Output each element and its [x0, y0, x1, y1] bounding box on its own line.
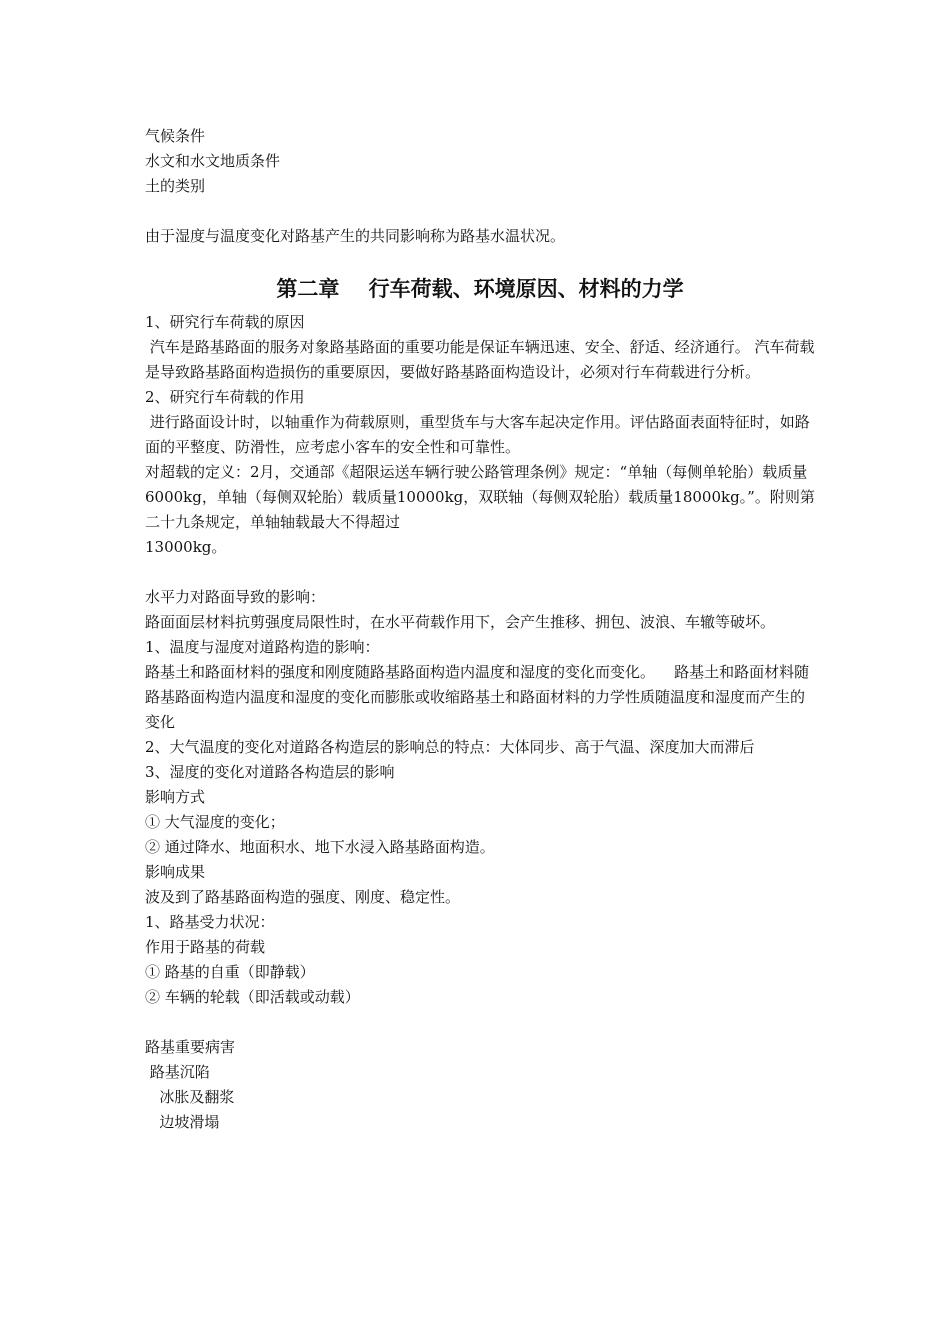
label-influence-result: 影响成果: [145, 863, 206, 881]
blank-line: [145, 560, 815, 585]
disease-item-slope-slide: 边坡滑塌: [145, 1113, 220, 1131]
condition-climate: 气候条件: [145, 127, 206, 145]
blank-line: [145, 199, 815, 224]
document-page: [145, 124, 815, 1135]
blank-line: [145, 1010, 815, 1035]
summary-paragraph: 由于湿度与温度变化对路基产生的共同影响称为路基水温状况。: [145, 227, 566, 245]
paragraph-overload-definition: 对超载的定义：2月，交通部《超限运送车辆行驶公路管理条例》规定：“单轴（每侧单轮胎）载质量6000kg，单轴（每侧双轮胎）载质量10000kg，双联轴（每侧双轮胎）载质量18000kg。”。附则第二十九条规定，单轴轴载最大不得超过: [145, 463, 815, 531]
condition-hydrology: 水文和水文地质条件: [145, 152, 281, 170]
section-heading-load-role: 2、研究行车荷载的作用: [145, 388, 305, 406]
section-heading-horizontal-force: 水平力对路面导致的影响：: [145, 588, 326, 606]
condition-soil-type: 土的类别: [145, 177, 206, 195]
load-item-wheel-load: ② 车辆的轮载（即活载或动载）: [145, 988, 360, 1006]
paragraph-horizontal-force: 路面面层材料抗剪强度局限性时，在水平荷载作用下，会产生推移、拥包、波浪、车辙等破坏。: [145, 613, 776, 631]
paragraph-load-role: 进行路面设计时，以轴重作为荷载原则，重型货车与大客车起决定作用。评估路面表面特征时，如路面的平整度、防滑性，应考虑小客车的安全性和可靠性。: [145, 413, 810, 456]
load-item-self-weight: ① 路基的自重（即静载）: [145, 963, 315, 981]
paragraph-load-reason: 汽车是路基路面的服务对象路基路面的重要功能是保证车辆迅速、安全、舒适、经济通行。 汽车荷载是导致路基路面构造损伤的重要原因，要做好路基路面构造设计，必须对行车荷载进行分析。: [145, 338, 815, 381]
section-heading-subgrade-force: 1、路基受力状况：: [145, 913, 275, 931]
paragraph-overload-limit: 13000kg。: [145, 538, 227, 556]
mode-item-air-humidity: ① 大气湿度的变化；: [145, 813, 285, 831]
section-heading-diseases: 路基重要病害: [145, 1038, 236, 1056]
paragraph-temperature-humidity: 路基土和路面材料的强度和刚度随路基路面构造内温度和湿度的变化而变化。 路基土和路面材料随路基路面构造内温度和湿度的变化而膨胀或收缩路基土和路面材料的力学性质随温度和湿度而产生的变化: [145, 663, 810, 731]
chapter-title: 第二章 行车荷载、环境原因、材料的力学: [276, 277, 684, 301]
paragraph-influence-result: 波及到了路基路面构造的强度、刚度、稳定性。: [145, 888, 461, 906]
list-item-humidity-change: 3、湿度的变化对道路各构造层的影响: [145, 763, 395, 781]
disease-item-frost-heave: 冰胀及翻浆: [145, 1088, 235, 1106]
label-influence-mode: 影响方式: [145, 788, 206, 806]
section-heading-load-reason: 1、研究行车荷载的原因: [145, 313, 305, 331]
list-item-air-temperature: 2、大气温度的变化对道路各构造层的影响总的特点：大体同步、高于气温、深度加大而滞后: [145, 738, 755, 756]
mode-item-water-infiltration: ② 通过降水、地面积水、地下水浸入路基路面构造。: [145, 838, 495, 856]
label-subgrade-loads: 作用于路基的荷载: [145, 938, 266, 956]
list-item-temperature-humidity: 1、温度与湿度对道路构造的影响：: [145, 638, 380, 656]
disease-item-settlement: 路基沉陷: [145, 1063, 210, 1081]
